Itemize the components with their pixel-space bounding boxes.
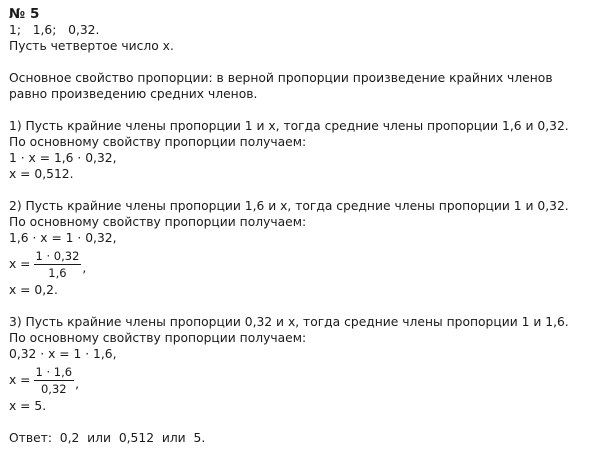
- spacer: [9, 414, 594, 430]
- case-3-equation: 0,32 · x = 1 · 1,6,: [9, 347, 117, 361]
- case-2-numerator: 1 · 0,32: [35, 248, 80, 263]
- case-3-numerator: 1 · 1,6: [35, 364, 73, 379]
- case-2-denominator: 1,6: [48, 265, 67, 280]
- case-2-fraction-lhs: x =: [9, 257, 31, 271]
- case-1-equation: 1 · x = 1,6 · 0,32,: [9, 151, 117, 165]
- case-2-equation: 1,6 · x = 1 · 0,32,: [9, 231, 117, 245]
- case-3-fraction-lhs: x =: [9, 373, 31, 387]
- answer: Ответ: 0,2 или 0,512 или 5.: [9, 431, 206, 445]
- case-3-fraction: [34, 365, 75, 396]
- case-1: [9, 118, 594, 182]
- spacer: [9, 298, 594, 314]
- case-2-intro: По основному свойству пропорции получаем:: [9, 215, 307, 229]
- spacer: [9, 182, 594, 198]
- case-3-header: 3) Пусть крайние члены пропорции 0,32 и x, тогда средние члены пропорции 1 и 1,6.: [9, 315, 569, 329]
- case-3-result: x = 5.: [9, 399, 47, 413]
- spacer: [9, 102, 594, 118]
- case-1-intro: По основному свойству пропорции получаем:: [9, 135, 307, 149]
- spacer: [9, 54, 594, 70]
- given-numbers: 1; 1,6; 0,32.: [9, 23, 100, 37]
- proportion-property: Основное свойство пропорции: в верной пропорции произведение крайних членов равно произведению средних членов.: [9, 71, 553, 101]
- case-3-fraction-line: [9, 362, 594, 398]
- case-2: [9, 198, 594, 298]
- case-1-header: 1) Пусть крайние члены пропорции 1 и x, тогда средние члены пропорции 1,6 и 0,32.: [9, 119, 569, 133]
- solution-document: [9, 6, 594, 446]
- let-x-statement: Пусть четвертое число x.: [9, 39, 174, 53]
- problem-number: № 5: [9, 6, 40, 22]
- case-2-header: 2) Пусть крайние члены пропорции 1,6 и x, тогда средние члены пропорции 1 и 0,32.: [9, 199, 569, 213]
- case-2-fraction-line: [9, 246, 594, 282]
- case-1-result: x = 0,512.: [9, 167, 74, 181]
- case-2-fraction-comma: ,: [82, 261, 87, 275]
- case-3: [9, 314, 594, 414]
- case-3-denominator: 0,32: [40, 381, 67, 396]
- case-3-fraction-comma: ,: [75, 377, 79, 391]
- case-3-intro: По основному свойству пропорции получаем:: [9, 331, 307, 345]
- case-2-result: x = 0,2.: [9, 283, 58, 297]
- case-2-fraction: [34, 249, 82, 280]
